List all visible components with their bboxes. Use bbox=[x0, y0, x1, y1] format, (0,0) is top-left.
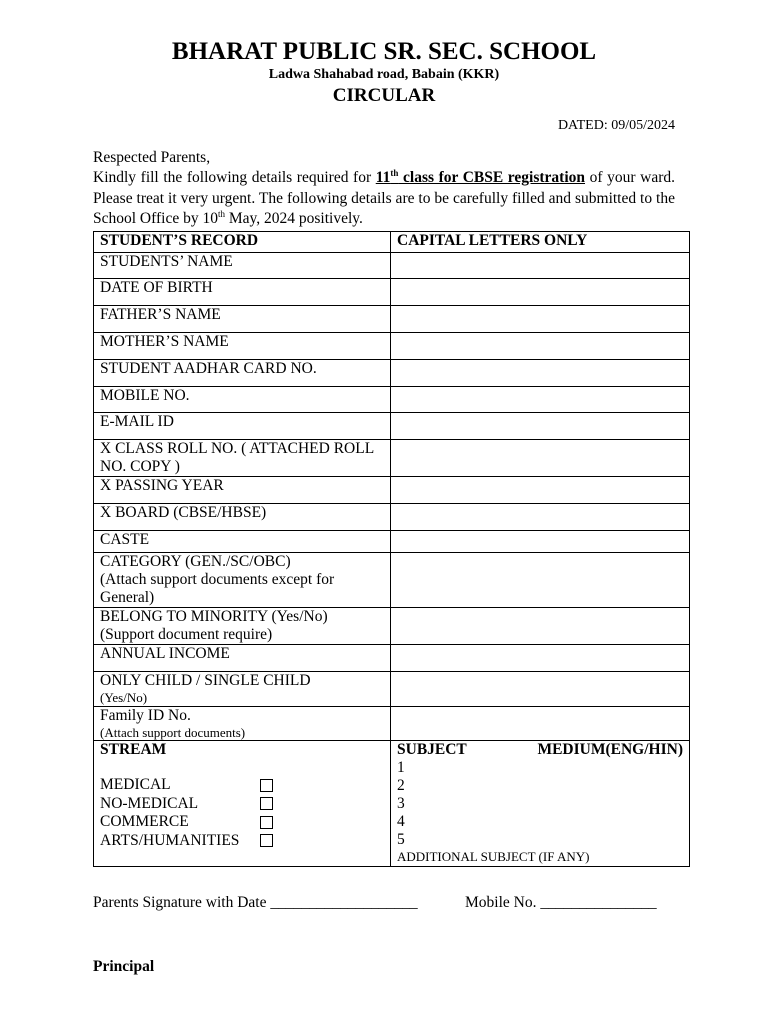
student-record-table bbox=[93, 231, 690, 867]
table-row bbox=[94, 279, 690, 306]
field-label: MOTHER’S NAME bbox=[94, 333, 391, 360]
subject-number-4[interactable]: 4 bbox=[397, 813, 405, 830]
subject-number-1[interactable]: 1 bbox=[397, 759, 405, 776]
stream-option-medical: MEDICAL bbox=[100, 776, 384, 795]
stream-option-commerce: COMMERCE bbox=[100, 813, 384, 832]
board-field[interactable] bbox=[391, 504, 690, 531]
field-label: E-MAIL ID bbox=[94, 413, 391, 440]
field-label: Family ID No. (Attach support documents) bbox=[94, 707, 391, 741]
school-address: Ladwa Shahabad road, Babain (KKR) bbox=[268, 67, 500, 82]
field-label: CATEGORY (GEN./SC/OBC) (Attach support documents except for General) bbox=[94, 553, 391, 608]
field-label: BELONG TO MINORITY (Yes/No) (Support document require) bbox=[94, 608, 391, 645]
category-field[interactable] bbox=[391, 553, 690, 608]
single-child-field[interactable] bbox=[391, 672, 690, 707]
document-type: CIRCULAR bbox=[332, 85, 436, 106]
additional-subject-label: ADDITIONAL SUBJECT (IF ANY) bbox=[397, 849, 590, 864]
aadhar-field[interactable] bbox=[391, 360, 690, 387]
subject-cell bbox=[391, 741, 690, 867]
table-row bbox=[94, 413, 690, 440]
table-row bbox=[94, 672, 690, 707]
table-row bbox=[94, 253, 690, 279]
field-label: STUDENT AADHAR CARD NO. bbox=[94, 360, 391, 387]
table-row bbox=[94, 333, 690, 360]
field-label: ONLY CHILD / SINGLE CHILD (Yes/No) bbox=[94, 672, 391, 707]
table-row bbox=[94, 440, 690, 477]
subject-number-3[interactable]: 3 bbox=[397, 795, 405, 812]
instruction-paragraph: Kindly fill the following details required for 11th class for CBSE registration of your ward. Please treat it very urgent. The following details are to be carefully filled and submitted to the School Office by 10th May, 2024 positively. bbox=[93, 167, 676, 227]
caste-field[interactable] bbox=[391, 531, 690, 553]
annual-income-field[interactable] bbox=[391, 645, 690, 672]
mobile-field[interactable] bbox=[391, 387, 690, 413]
registration-highlight: 11th class for CBSE registration bbox=[375, 167, 586, 186]
circular-date: DATED: 09/05/2024 bbox=[557, 118, 675, 133]
field-label: X BOARD (CBSE/HBSE) bbox=[94, 504, 391, 531]
field-label: DATE OF BIRTH bbox=[94, 279, 391, 306]
field-label: STUDENTS’ NAME bbox=[94, 253, 391, 279]
arts-checkbox[interactable] bbox=[260, 834, 273, 847]
field-label: X PASSING YEAR bbox=[94, 477, 391, 504]
parents-signature-line[interactable]: Parents Signature with Date ___________________ bbox=[93, 894, 418, 911]
date-of-birth-field[interactable] bbox=[391, 279, 690, 306]
table-row bbox=[94, 553, 690, 608]
table-row bbox=[94, 306, 690, 333]
subject-number-5[interactable]: 5 bbox=[397, 831, 405, 848]
table-row bbox=[94, 360, 690, 387]
field-label: ANNUAL INCOME bbox=[94, 645, 391, 672]
table-header-row bbox=[94, 232, 690, 253]
father-name-field[interactable] bbox=[391, 306, 690, 333]
school-name: BHARAT PUBLIC SR. SEC. SCHOOL bbox=[171, 38, 597, 65]
email-field[interactable] bbox=[391, 413, 690, 440]
mother-name-field[interactable] bbox=[391, 333, 690, 360]
field-label: FATHER’S NAME bbox=[94, 306, 391, 333]
non-medical-checkbox[interactable] bbox=[260, 797, 273, 810]
subject-number-2[interactable]: 2 bbox=[397, 777, 405, 794]
table-row bbox=[94, 608, 690, 645]
principal-signature: Principal bbox=[93, 958, 155, 975]
col-header-record: STUDENT’S RECORD bbox=[94, 232, 391, 253]
field-label: CASTE bbox=[94, 531, 391, 553]
minority-field[interactable] bbox=[391, 608, 690, 645]
field-label: MOBILE NO. bbox=[94, 387, 391, 413]
passing-year-field[interactable] bbox=[391, 477, 690, 504]
table-row bbox=[94, 531, 690, 553]
stream-option-non-medical: NO-MEDICAL bbox=[100, 795, 384, 814]
stream-header: STREAM bbox=[100, 741, 167, 758]
stream-cell bbox=[94, 741, 391, 867]
stream-subject-row bbox=[94, 741, 690, 867]
medical-checkbox[interactable] bbox=[260, 779, 273, 792]
salutation: Respected Parents, bbox=[93, 149, 211, 166]
parents-mobile-line[interactable]: Mobile No. _______________ bbox=[465, 894, 657, 911]
table-row bbox=[94, 387, 690, 413]
table-row bbox=[94, 477, 690, 504]
field-label: X CLASS ROLL NO. ( ATTACHED ROLL NO. COPY ) bbox=[94, 440, 391, 477]
stream-option-arts: ARTS/HUMANITIES bbox=[100, 832, 384, 851]
family-id-field[interactable] bbox=[391, 707, 690, 741]
commerce-checkbox[interactable] bbox=[260, 816, 273, 829]
student-name-field[interactable] bbox=[391, 253, 690, 279]
subject-header: SUBJECT MEDIUM(ENG/HIN) bbox=[397, 741, 683, 758]
table-row bbox=[94, 504, 690, 531]
table-row bbox=[94, 707, 690, 741]
col-header-capitals: CAPITAL LETTERS ONLY bbox=[391, 232, 690, 253]
roll-no-field[interactable] bbox=[391, 440, 690, 477]
table-row bbox=[94, 645, 690, 672]
